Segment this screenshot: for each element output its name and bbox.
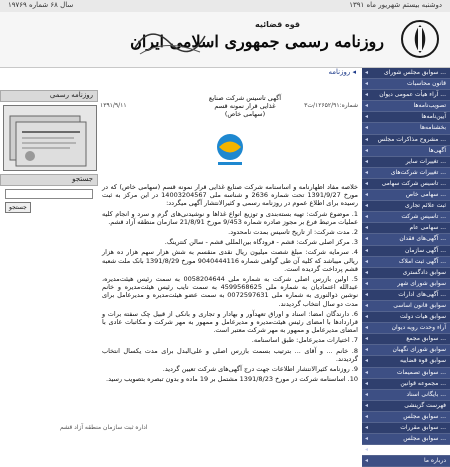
article-paragraph: 6. دارندگان امضا: اسناد و اوراق تعهدآور و بهادار و تجاری و بانکی از قبیل چک سفته برات و قراردادها با امضای رئیس هیئت‌مدیره و مدیرعامل و ممهور به مهر شرکت و مکاتبات عادی با امضای مدیرعامل و ممهور به مهر شرکت معتبر است.	[102, 309, 358, 335]
sidebar-item[interactable]	[362, 257, 450, 268]
sidebar-item-label: آگهی‌های ادارات ...	[398, 290, 446, 298]
chevron-left-icon: ◂	[365, 168, 369, 176]
sidebar-item-label: تصویب‌نامه‌ها	[413, 102, 446, 110]
sidebar-item[interactable]	[362, 379, 450, 390]
article-headline	[190, 94, 300, 118]
sidebar-item[interactable]	[362, 368, 450, 379]
headline-line-2: غذایی قرار نمونه قسم	[214, 102, 276, 110]
chevron-left-icon: ◂	[365, 379, 369, 387]
sidebar-item[interactable]	[362, 234, 450, 245]
sidebar-item-label: سوابق مجلس ...	[403, 412, 446, 420]
sidebar-item-label: سوابق قوه قضاییه	[400, 357, 446, 365]
sidebar-item[interactable]	[362, 290, 450, 301]
sidebar-item-label: بایگانی اسناد ...	[406, 390, 446, 398]
sidebar-item[interactable]	[362, 323, 450, 334]
chevron-left-icon: ◂	[365, 213, 369, 221]
article-paragraph: 10. اساسنامه شرکت در مورخ 1391/8/23 مشتمل بر 19 ماده و بدون تبصره بتصویب رسید.	[106, 375, 358, 384]
chevron-left-icon: ◂	[365, 246, 369, 254]
sidebar-item[interactable]	[362, 212, 450, 223]
sidebar-item-label: تاسیس شرکت سهامی ...	[381, 179, 446, 187]
chevron-left-icon: ◂	[365, 102, 369, 110]
chevron-left-icon: ◂	[365, 157, 369, 165]
sidebar-item-label: قانون محاسبات	[406, 80, 446, 88]
sidebar-item[interactable]	[362, 345, 450, 356]
article-paragraph: 2. مدت شرکت: از تاریخ تاسیس بمدت نامحدود.	[228, 228, 358, 237]
sidebar-item-label: سوابق قانون اساسی	[393, 301, 446, 309]
sidebar-item-label: آراء هیأت عمومی دیوان ...	[379, 91, 446, 99]
chevron-left-icon: ◂	[365, 412, 369, 420]
chevron-left-icon: ◂	[365, 224, 369, 232]
sidebar-item[interactable]	[362, 123, 450, 134]
article-panel	[98, 80, 360, 436]
chevron-left-icon: ◂	[365, 113, 369, 121]
calligraphy-ornament-icon	[130, 18, 210, 60]
sidebar-item-label: مشروح مذاکرات مجلس ...	[377, 135, 446, 143]
search-box-title: جستجو	[0, 174, 98, 186]
chevron-left-icon: ◂	[365, 202, 369, 210]
sidebar-item-label: سوابق مجلس شورای ...	[383, 69, 446, 76]
chevron-left-icon: ◂	[365, 290, 369, 298]
sidebar-item[interactable]	[362, 334, 450, 345]
issue-label: سال ۶۸ شماره ۱۹۷۶۹	[8, 1, 74, 9]
sidebar-item-label: سوابق شورای شهر	[397, 279, 446, 287]
article-paragraph: 8. خانم ... و آقای ... بترتیب بسمت بازرس اصلی و علی‌البدل برای مدت یکسال انتخاب گردیدند.	[102, 346, 358, 363]
sidebar-item-label: مجموعه قوانین ...	[400, 379, 446, 387]
sidebar-item-label: سوابق مقررات ...	[400, 424, 446, 431]
sidebar-item-label: تغییرات شرکت‌های ...	[390, 168, 446, 176]
sidebar-item[interactable]	[362, 223, 450, 234]
chevron-left-icon: ◂	[365, 135, 369, 143]
sidebar-item[interactable]	[362, 157, 450, 168]
article-paragraph: 9. روزنامه کثیرالانتشار اطلاعات جهت درج آگهی‌های شرکت تعیین گردید.	[162, 365, 358, 374]
article-paragraph: 1. موضوع شرکت: تهیه بسته‌بندی و توزیع انواع غذاها و نوشیدنی‌های گرم و سرد و انجام کلیه عملیات مرتبط فرع بر مجوز صادره شماره 9/453 مورخ 21/8/91 سازمان منطقه آزاد قشم.	[102, 209, 358, 226]
sidebar-item[interactable]	[362, 112, 450, 123]
sidebar-item-label: سوابق مجلس ...	[403, 435, 446, 443]
sidebar-item-label: فهرست گزینشی	[404, 401, 446, 409]
sidebar-item-label: سوابق شورای نگهبان	[392, 346, 446, 354]
chevron-left-icon: ◂	[365, 435, 369, 443]
chevron-left-icon: ◂	[365, 179, 369, 187]
emblem-icon	[398, 17, 442, 61]
sidebar-item[interactable]	[362, 190, 450, 201]
sidebar-item-label: سوابق تصمیمات ...	[396, 368, 446, 376]
sidebar-item[interactable]	[362, 301, 450, 312]
sidebar-item-label: سوابق هیات دولت	[399, 313, 446, 321]
publication-logo-icon	[208, 130, 252, 170]
chevron-left-icon: ◂	[365, 124, 369, 132]
sidebar-menu	[362, 68, 450, 465]
breadcrumb-link[interactable]: روزنامه ◂	[328, 68, 356, 76]
article-body	[102, 183, 358, 385]
headline-line-3: (سهامی خاص)	[224, 110, 266, 118]
article-paragraph: 3. مرکز اصلی شرکت: قشم - فرودگاه بین‌المللی قشم - سالن کنترینگ.	[164, 238, 358, 247]
chevron-left-icon: ◂	[365, 368, 369, 376]
sidebar-item[interactable]	[362, 246, 450, 257]
sidebar-item-label: آگهی‌های فقدان ...	[399, 235, 446, 243]
chevron-left-icon: ◂	[365, 424, 369, 431]
sidebar-item[interactable]	[362, 146, 450, 157]
sidebar-item[interactable]	[362, 356, 450, 367]
site-title[interactable]: روزنامه رسمی جمهوری اسلامی ایران	[130, 32, 384, 51]
chevron-left-icon: ◂	[365, 235, 369, 243]
headline-line-1: آگهی تاسیس شرکت صنایع	[208, 94, 282, 102]
sidebar-item[interactable]	[362, 456, 450, 467]
newspaper-archive-image[interactable]	[3, 105, 97, 171]
chevron-left-icon: ◂	[365, 335, 369, 343]
sidebar-item-label: مرکز اطلاعات ...	[402, 446, 446, 454]
sidebar-item-label: آیین‌نامه‌ها	[421, 113, 446, 121]
sidebar-item-label: سوابق مجمع ...	[406, 335, 446, 343]
chevron-left-icon: ◂	[365, 457, 369, 465]
article-paragraph: 5. اولین بازرس اصلی شرکت به شماره ملی 0058204644 به سمت رئیس هیئت‌مدیره، عبدالله اعتمادیان به شماره ملی 4599568625 به سمت نایب رئیس هیئت‌مدیره و خانم نوشین ذوالنوری به شماره ملی 0072597631 به سمت عضو هیئت‌مدیره و مدیرعامل برای مدت دو سال انتخاب گردیدند.	[102, 275, 358, 308]
chevron-left-icon: ◂	[365, 268, 369, 276]
sidebar-item[interactable]	[362, 412, 450, 423]
sidebar-item-label: سهامی عام ...	[409, 224, 446, 232]
sidebar-item-label: بخشنامه‌ها	[420, 124, 446, 132]
sidebar-item-label: تغییرات سایر ...	[405, 157, 446, 165]
sidebar-item[interactable]	[362, 168, 450, 179]
sidebar-item[interactable]	[362, 312, 450, 323]
sidebar-item-label: آگهی‌ها	[428, 146, 446, 154]
search-input[interactable]	[5, 189, 93, 199]
article-paragraph: 7. اختیارات مدیرعامل: طبق اساسنامه.	[251, 336, 358, 345]
sidebar-item[interactable]	[362, 90, 450, 101]
sidebar-item-label: ثبت علائم تجاری	[405, 202, 446, 210]
sidebar-item[interactable]	[362, 279, 450, 290]
sidebar-item[interactable]	[362, 423, 450, 434]
sidebar-item-label: سهامی خاص ...	[405, 191, 446, 199]
chevron-left-icon: ◂	[365, 257, 369, 265]
article-date: ۱۳۹۱/۹/۱۱	[100, 102, 127, 109]
sidebar-item-label: درباره ما	[423, 457, 446, 465]
sidebar-item[interactable]	[362, 68, 450, 79]
sidebar-item-label: آگهی سازمان ...	[404, 246, 446, 254]
sidebar-item[interactable]	[362, 135, 450, 146]
sidebar-item[interactable]	[362, 390, 450, 401]
header-banner	[0, 12, 450, 68]
chevron-left-icon: ◂	[365, 80, 369, 88]
chevron-left-icon: ◂	[365, 357, 369, 365]
chevron-left-icon: ◂	[365, 301, 369, 309]
sidebar-item[interactable]	[362, 179, 450, 190]
chevron-left-icon: ◂	[365, 191, 369, 199]
chevron-left-icon: ◂	[365, 390, 369, 398]
sidebar-item[interactable]	[362, 79, 450, 90]
sidebar-item[interactable]	[362, 268, 450, 279]
sidebar-item-label: آراء وحدت رویه دیوان	[391, 324, 446, 332]
chevron-left-icon: ◂	[365, 401, 369, 409]
left-column	[0, 90, 98, 210]
chevron-left-icon: ◂	[365, 91, 369, 99]
sidebar-item[interactable]	[362, 445, 450, 456]
chevron-left-icon: ◂	[365, 313, 369, 321]
chevron-left-icon: ◂	[365, 346, 369, 354]
sidebar-item-label: آگهی ثبت املاک ...	[399, 257, 446, 265]
article-footer: اداره ثبت سازمان منطقه آزاد قشم	[60, 424, 148, 431]
archive-box-title: روزنامه رسمی	[0, 90, 98, 102]
chevron-left-icon: ◂	[365, 279, 369, 287]
chevron-left-icon: ◂	[365, 446, 369, 454]
sidebar-item[interactable]	[362, 201, 450, 212]
sidebar-item-label: تاسیس شرکت ...	[401, 213, 446, 221]
search-button[interactable]: جستجو	[5, 202, 31, 213]
chevron-left-icon: ◂	[365, 324, 369, 332]
sidebar-item[interactable]	[362, 401, 450, 412]
article-paragraph: خلاصه مفاد اظهارنامه و اساسنامه شرکت صنایع غذایی قرار نمونه قسم (سهامی خاص) که در مورخ 1391/9/27 تحت شماره 2636 و شناسه ملی 14003204567 در این مرکز به ثبت رسیده برای اطلاع عموم در روزنامه رسمی و کثیرالانتشار آگهی میگردد:	[102, 183, 359, 208]
article-paragraph: 4. سرمایه شرکت: مبلغ شصت میلیون ریال نقدی منقسم به شش هزار سهم هزار ده هزار ریالی میباشد که کلیه آن طی گواهی شماره 9040444116 مورخ 1391/8/29 بانک ملت شعبه قشم پرداخت گردیده است.	[102, 248, 358, 273]
date-label: دوشنبه بیستم شهریور ماه ۱۳۹۱	[349, 1, 442, 9]
sidebar-item[interactable]	[362, 101, 450, 112]
breadcrumb	[0, 68, 362, 78]
chevron-left-icon: ◂	[365, 69, 369, 76]
article-number: شماره:۱۲۶۵۲/۹۱/ت۳	[304, 102, 358, 109]
sidebar-item-label: سوابق دادگستری	[402, 268, 446, 276]
chevron-left-icon: ◂	[365, 146, 369, 154]
newspaper-stack-icon	[4, 106, 96, 170]
article-header	[98, 92, 360, 122]
banner-subtitle: قوه قضائیه	[254, 20, 300, 29]
